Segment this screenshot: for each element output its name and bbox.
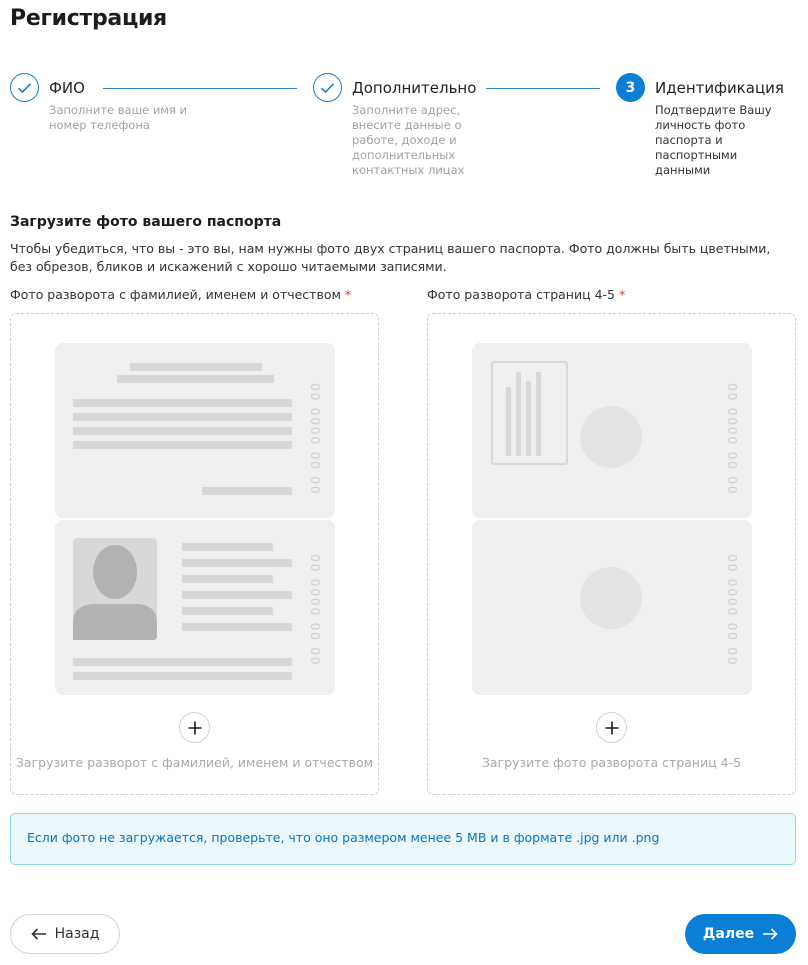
dropzone-name-spread[interactable] [10, 313, 379, 795]
add-photo-button[interactable] [179, 712, 210, 743]
passport-pages-4-5-illustration [470, 341, 752, 697]
add-photo-button[interactable] [596, 712, 627, 743]
passport-digits-top: 00 0000 00 00 [308, 383, 323, 496]
passport-digits-bottom: 00 0000 00 00 [308, 554, 323, 667]
step-3-description: Подтвердите Вашу личность фото паспорта и паспортными данными [655, 103, 772, 177]
passport-name-spread-illustration [53, 341, 335, 697]
step-3-number-badge: 3 [616, 73, 645, 102]
upload-heading: Загрузите фото вашего паспорта [10, 214, 282, 230]
dropzone-pages-4-5[interactable] [427, 313, 796, 795]
upload-description: Чтобы убедиться, что вы - это вы, нам нужны фото двух страниц вашего паспорта. Фото должны быть цветными, без обрезов, бликов и искажений с хорошо читаемыми записями. [10, 241, 771, 274]
passport-digits-bottom: 00 0000 00 00 [725, 554, 740, 667]
dropzone-hint: Загрузите фото разворота страниц 4-5 [481, 755, 742, 770]
step-2-title: Дополнительно [352, 79, 477, 97]
step-2-description: Заполните адрес, внесите данные о работе, доходе и дополнительных контактных лицах [352, 103, 465, 177]
step-2-check-icon [313, 73, 342, 102]
back-button[interactable] [10, 914, 120, 954]
passport-digits-top: 00 0000 00 00 [725, 383, 740, 496]
arrow-right-icon [762, 928, 778, 940]
back-button-label: Назад [54, 926, 100, 942]
step-1-description: Заполните ваше имя и номер телефона [49, 103, 188, 132]
plus-icon [605, 721, 619, 735]
dropzone-hint: Загрузите разворот с фамилией, именем и отчеством [15, 755, 374, 770]
next-button-label: Далее [702, 926, 755, 942]
step-1-title: ФИО [49, 79, 85, 97]
field-label-pages-4-5: Фото разворота страниц 4-5 * [427, 287, 626, 302]
page-title: Регистрация [10, 6, 167, 31]
required-mark: * [619, 287, 626, 302]
plus-icon [188, 721, 202, 735]
required-mark: * [344, 287, 352, 302]
arrow-left-icon [31, 928, 47, 940]
step-connector-1 [103, 88, 297, 89]
upload-info-alert: Если фото не загружается, проверьте, что оно размером менее 5 MB и в формате .jpg или .png [10, 813, 796, 865]
next-button[interactable] [685, 914, 796, 954]
field-label-name-spread: Фото разворота с фамилией, именем и отчеством * [10, 287, 352, 302]
step-3-title: Идентификация [655, 79, 784, 97]
step-1-check-icon [10, 73, 39, 102]
step-connector-2 [486, 88, 600, 89]
